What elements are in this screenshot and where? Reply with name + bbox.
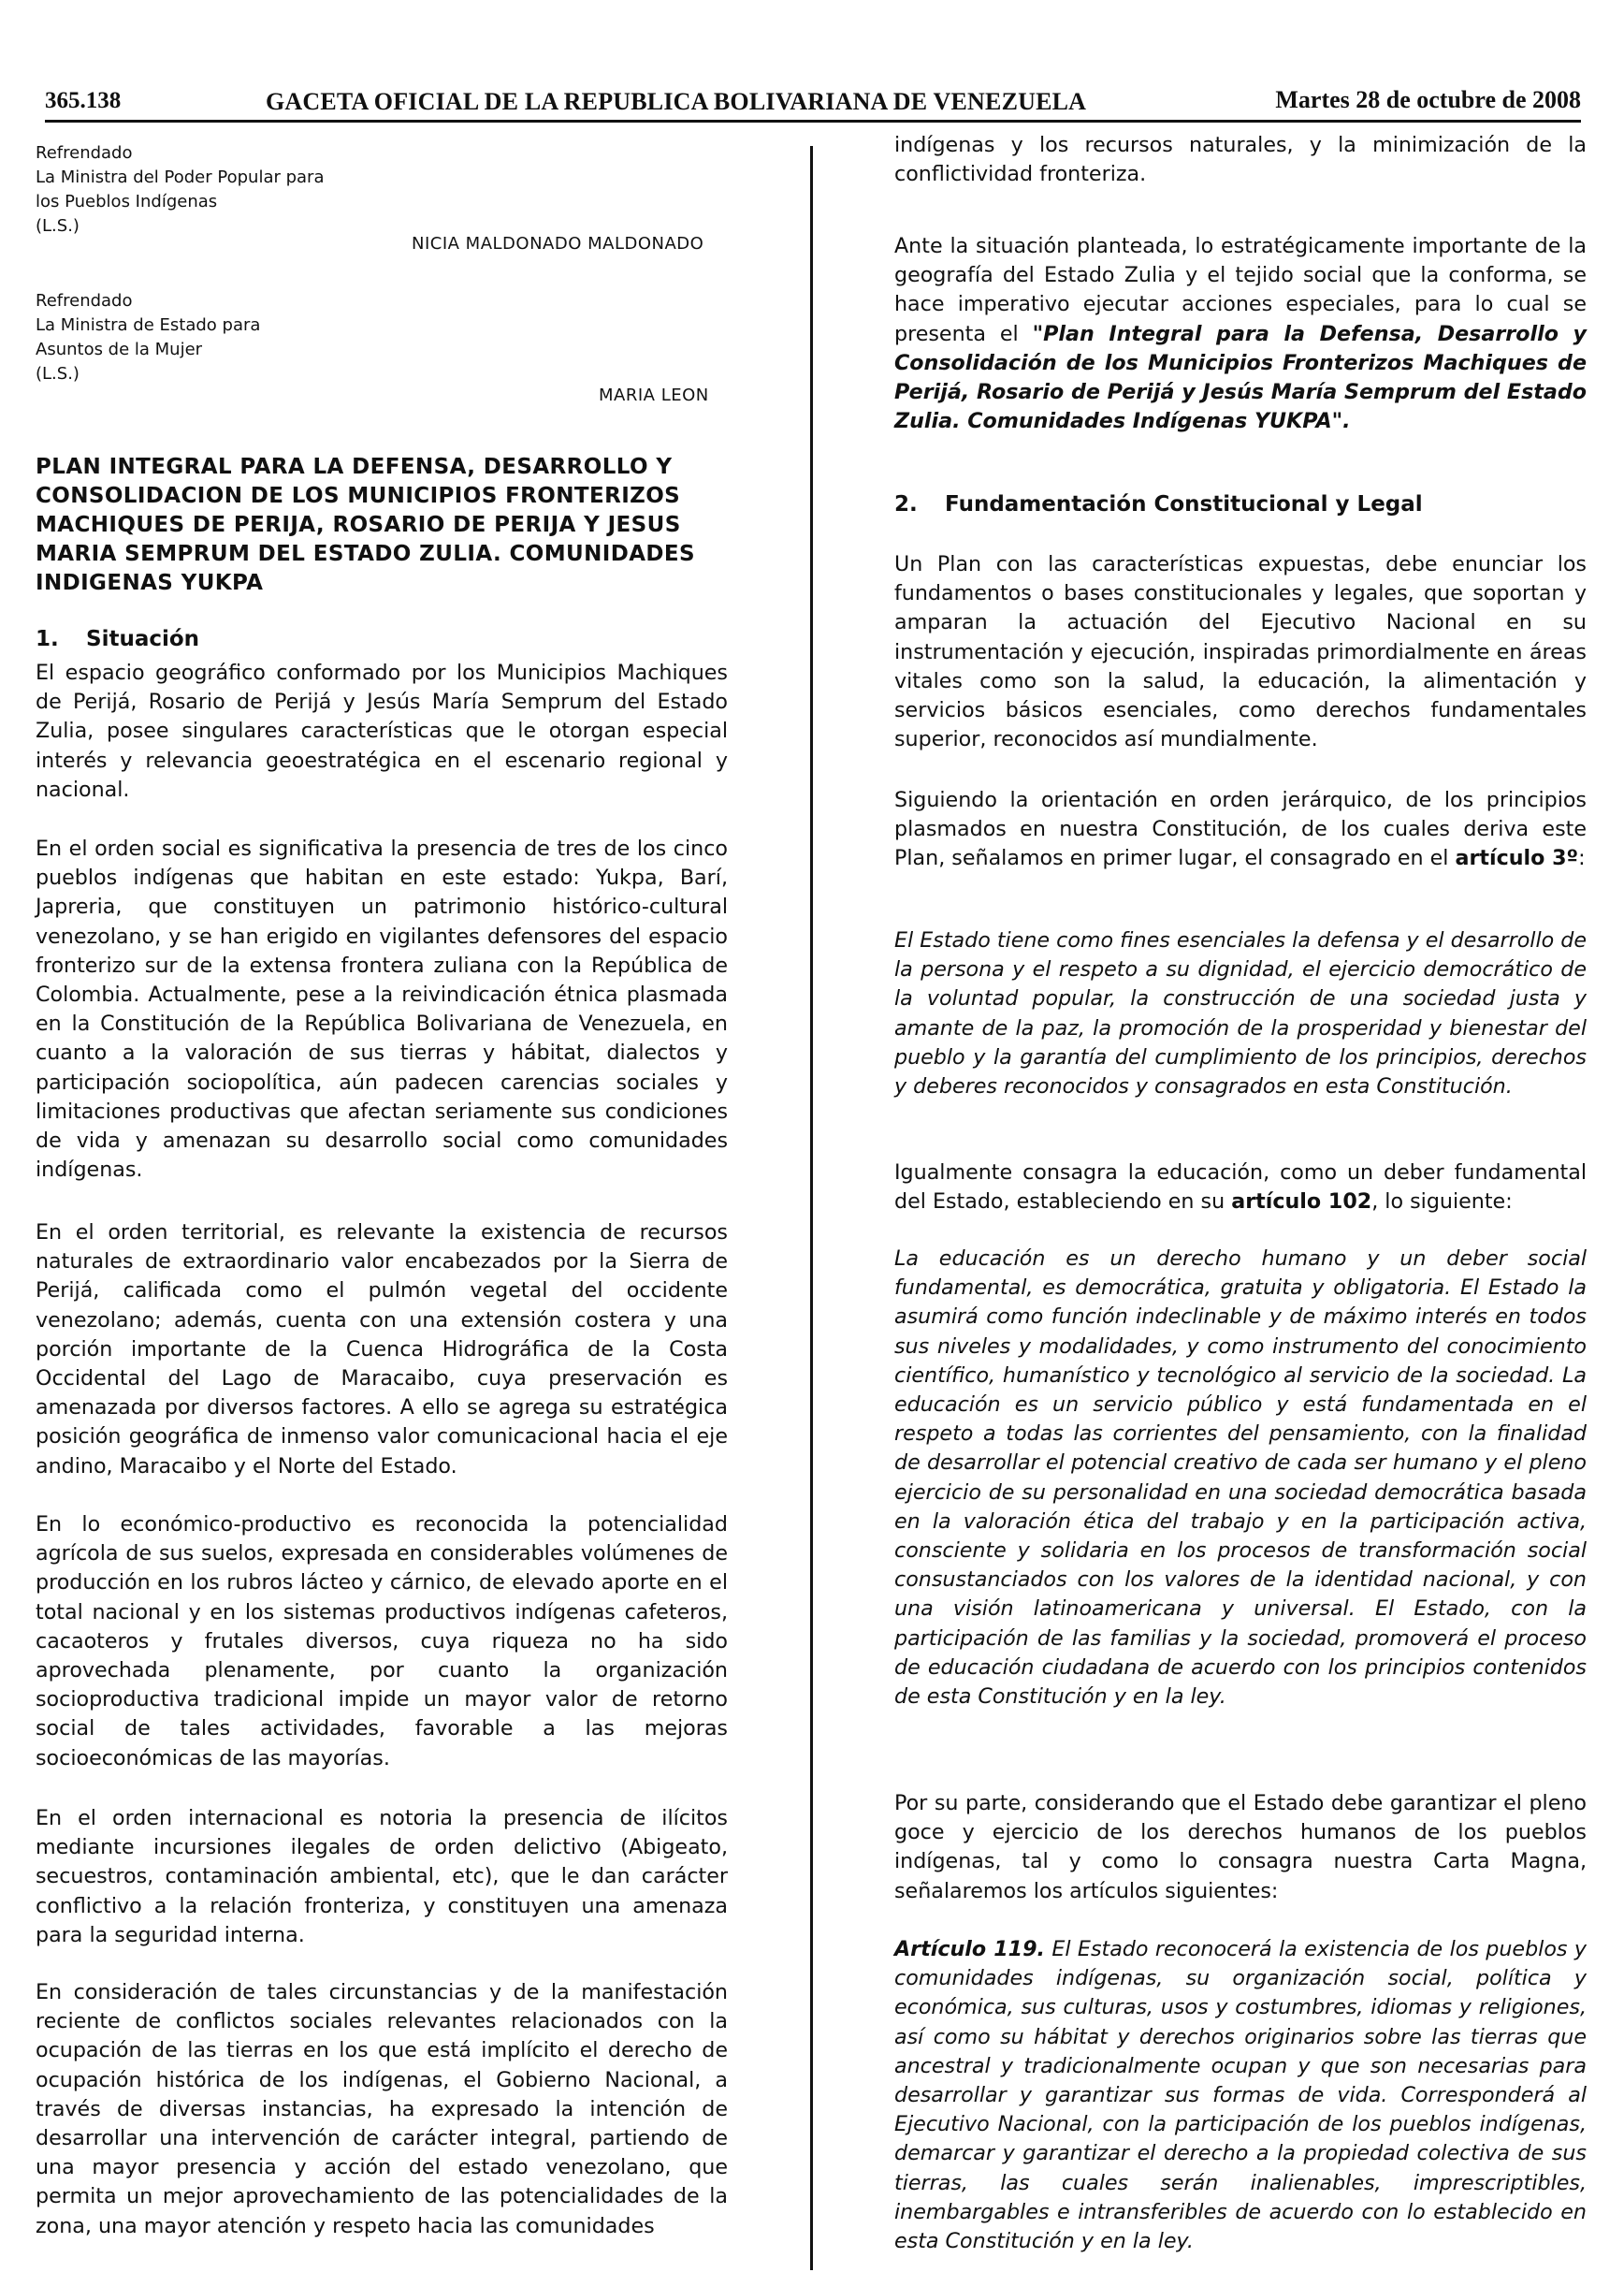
signature-office: los Pueblos Indígenas [36,192,218,211]
paragraph [894,1158,1587,1216]
plan-name: "Plan Integral para la Defensa, Desarrollo y Consolidación de los Municipios Fronterizos Machiques de Perijá, Rosario de Perijá y Jesús María Semprum del Estado Zulia. Comunidades Indígenas YUKPA". [894,321,1587,434]
section-title: Fundamentación Constitucional y Legal [945,492,1423,517]
signature-office: Asuntos de la Mujer [36,340,203,359]
constitution-quote: La educación es un derecho humano y un deber social fundamental, es democrática, gratuita y obligatoria. El Estado la asumirá como función indeclinable y de máximo interés en todos sus niveles y modalidades, y como instrumento del conocimiento científico, humanístico y tecnológico al servicio de la sociedad. La educación es un servicio público y está fundamentada en el respeto a todas las corrientes del pensamiento, con la finalidad de desarrollar el potencial creativo de cada ser humano y el pleno ejercicio de su personalidad en una sociedad democrática basada en la valoración ética del trabajo y en la participación activa, consciente y solidaria en los procesos de transformación social consustanciados con los valores de la identidad nacional, y con una visión latinoamericana y universal. El Estado, con la participación de las familias y la sociedad, promoverá el proceso de educación ciudadana de acuerdo con los principios contenidos de esta Constitución y en la ley. [894,1246,1587,1710]
paragraph-text: Siguiendo la orientación en orden jerárquico, de los principios plasmados en nuestra Constitución, de los cuales deriva este Plan, señalamos en primer lugar, el consagrado en el [894,788,1587,871]
plan-title: PLAN INTEGRAL PARA LA DEFENSA, DESARROLLO Y CONSOLIDACION DE LOS MUNICIPIOS FRONTERIZOS MACHIQUES DE PERIJA, ROSARIO DE PERIJA Y JESUS MARIA SEMPRUM DEL ESTADO ZULIA. COMUNIDADES INDIGENAS YUKPA [36,455,695,595]
section-title: Situación [86,627,200,651]
paragraph: Por su parte, considerando que el Estado debe garantizar el pleno goce y ejercicio de los derechos humanos de los pueblos indígenas, tal y como lo consagra nuestra Carta Magna, señalaremos los artículos siguientes: [894,1791,1587,1903]
paragraph: En consideración de tales circunstancias y de la manifestación reciente de conflictos sociales relevantes relacionados con la ocupación de las tierras en los que está implícito el derecho de ocupación histórica de los indígenas, el Gobierno Nacional, a través de diversas instancias, ha expresado la intención de desarrollar una intervención de carácter integral, partiendo de una mayor presencia y acción del estado venezolano, que permita un mejor aprovechamiento de las potencialidades de la zona, una mayor atención y respeto hacia las comunidades [36,1980,728,2238]
column-divider [810,146,813,2270]
signature-seal: (L.S.) [36,216,80,236]
page-number: 365.138 [45,88,122,113]
paragraph [894,232,1587,436]
publication-date: Martes 28 de octubre de 2008 [1275,86,1581,113]
article-119 [894,1935,1587,2256]
signature-block-1 [36,140,728,253]
paragraph: En el orden social es significativa la presencia de tres de los cinco pueblos indígenas que habitan en este estado: Yukpa, Barí, Japreria, que constituyen un patrimonio histórico-cultural venezolano, y se han erigido en vigilantes defensores del espacio fronterizo sur de la extensa frontera zuliana con la República de Colombia. Actualmente, pese a la reivindicación étnica plasmada en la Constitución de la República Bolivariana de Venezuela, en cuanto a la valoración de sus tierras y hábitat, dialectos y participación sociopolítica, aún padecen carencias sociales y limitaciones productivas que afectan seriamente sus condiciones de vida y amenazan su desarrollo social como comunidades indígenas. [36,837,728,1183]
paragraph: El espacio geográfico conformado por los Municipios Machiques de Perijá, Rosario de Perijá y Jesús María Semprum del Estado Zulia, posee singulares características que le otorgan especial interés y relevancia geoestratégica en el escenario regional y nacional. [36,661,728,802]
intro-text: Ante la situación planteada, lo estratégicamente importante de la geografía del Estado Zulia y el tejido social que la conforma, se hace imperativo ejecutar acciones especiales, para lo cual se presenta el [894,234,1587,346]
signatory-name: MARIA LEON [599,386,709,405]
signature-seal: (L.S.) [36,364,80,384]
paragraph: En el orden territorial, es relevante la existencia de recursos naturales de extraordinario valor encabezados por la Sierra de Perijá, calificada como el pulmón vegetal del occidente venezolano; además, cuenta con una extensión costera y una porción importante de la Cuenca Hidrográfica de la Costa Occidental del Lago de Maracaibo, cuya preservación es amenazada por diversos factores. A ello se agrega su estratégica posición geográfica de inmenso valor comunicacional hacia el eje andino, Maracaibo y el Norte del Estado. [36,1220,728,1479]
signatory-name: NICIA MALDONADO MALDONADO [412,234,704,254]
paragraph-text: , lo siguiente: [1371,1189,1513,1215]
signature-office: La Ministra de Estado para [36,315,261,335]
article-reference: artículo 3º [1455,846,1579,871]
paragraph: indígenas y los recursos naturales, y la minimización de la conflictividad fronteriza. [894,133,1587,187]
signature-office: La Ministra del Poder Popular para [36,168,325,187]
paragraph: Un Plan con las características expuestas, debe enunciar los fundamentos o bases constitucionales y legales, que soportan y amparan la actuación del Ejecutivo Nacional en su instrumentación y ejecución, inspiradas primordialmente en áreas vitales como son la salud, la educación, la alimentación y servicios básicos esenciales, como derechos fundamentales superior, reconocidos así mundialmente. [894,552,1587,752]
paragraph-text: : [1578,846,1586,871]
publication-title: GACETA OFICIAL DE LA REPUBLICA BOLIVARIANA DE VENEZUELA [266,88,1087,115]
article-text: El Estado reconocerá la existencia de los pueblos y comunidades indígenas, su organización social, política y económica, sus culturas, usos y costumbres, idiomas y religiones, así como su hábitat y derechos originarios sobre las tierras que ancestral y tradicionalmente ocupan y que son necesarias para desarrollar y garantizar sus formas de vida. Corresponderá al Ejecutivo Nacional, con la participación de los pueblos indígenas, demarcar y garantizar el derecho a la propiedad colectiva de sus tierras, las cuales serán inalienables, imprescriptibles, inembargables e intransferibles de acuerdo con lo establecido en esta Constitución y en la ley. [894,1937,1587,2254]
article-reference: artículo 102 [1231,1189,1372,1215]
paragraph: En el orden internacional es notoria la presencia de ilícitos mediante incursiones ilegales de orden delictivo (Abigeato, secuestros, contaminación ambiental, etc), que le dan carácter conflictivo a la relación fronteriza, y constituyen una amenaza para la seguridad interna. [36,1806,728,1947]
page-header [45,88,1581,123]
section-number: 1. [36,627,59,651]
paragraph [894,786,1587,874]
article-label: Artículo 119. [894,1937,1045,1961]
constitution-quote: El Estado tiene como fines esenciales la defensa y el desarrollo de la persona y el respeto a su dignidad, el ejercicio democrático de la voluntad popular, la construcción de una sociedad justa y amante de la paz, la promoción de la prosperidad y bienestar del pueblo y la garantía del cumplimiento de los principios, derechos y deberes reconocidos y consagrados en esta Constitución. [894,928,1587,1100]
paragraph-text: Igualmente consagra la educación, como un deber fundamental del Estado, estableciendo en su [894,1160,1587,1215]
section-number: 2. [894,492,918,517]
section-heading [894,490,1423,519]
paragraph: En lo económico-productivo es reconocida la potencialidad agrícola de sus suelos, expresada en considerables volúmenes de producción en los rubros lácteo y cárnico, de elevado aporte en el total nacional y en los sistemas productivos indígenas cafeteros, cacaoteros y frutales diversos, cuya riqueza no ha sido aprovechada plenamente, por cuanto la organización socioproductiva tradicional impide un mayor valor de retorno social de tales actividades, favorable a las mejoras socioeconómicas de las mayorías. [36,1512,728,1770]
section-heading [36,625,199,654]
signature-block-2 [36,288,728,410]
signature-label: Refrendado [36,291,133,311]
signature-label: Refrendado [36,143,133,163]
